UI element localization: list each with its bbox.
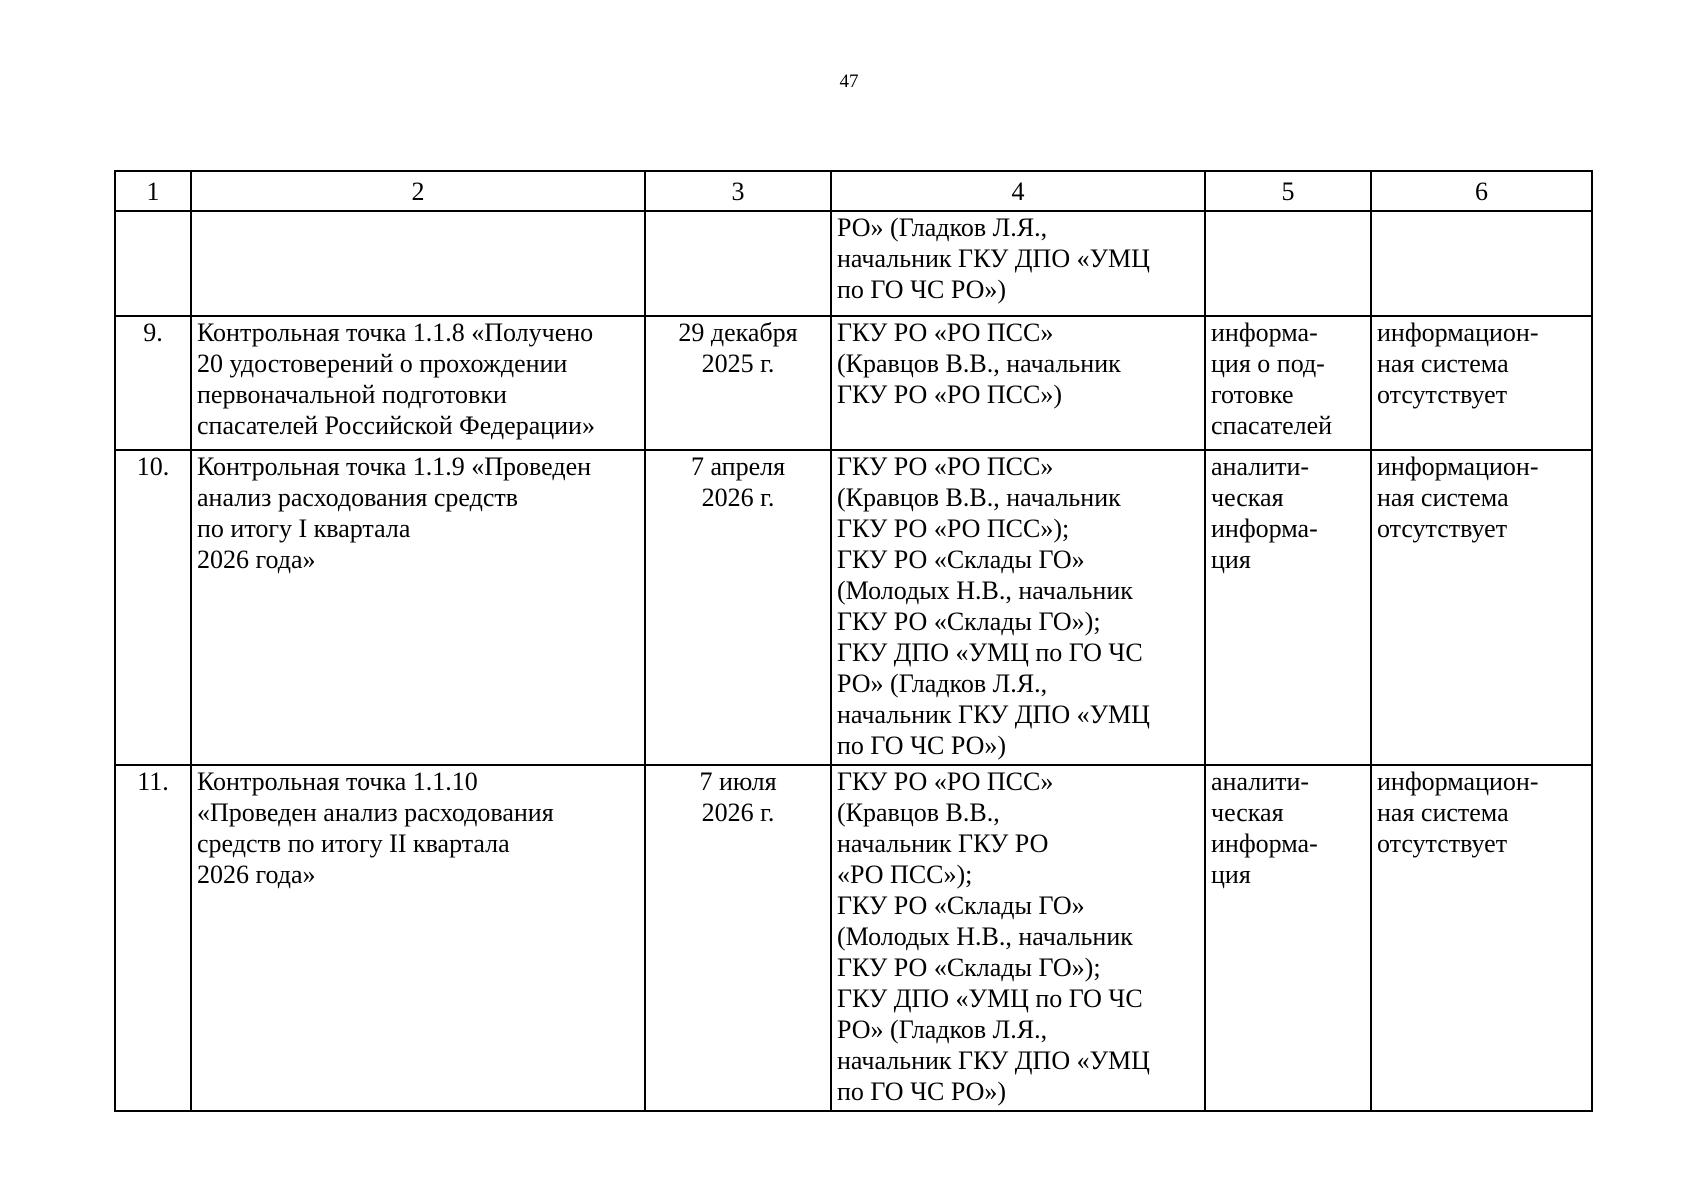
cell-text-line: Контрольная точка 1.1.9 «Проведен [197, 452, 592, 481]
cell-text-line: начальник ГКУ ДПО «УМЦ [837, 1046, 1150, 1075]
plan-table [114, 170, 1593, 1112]
row-number-cell: 9. [115, 316, 191, 450]
cell-text-line: информа- [1211, 318, 1318, 347]
row-number-cell: 11. [115, 765, 191, 1111]
column-number-header: 2 [191, 171, 645, 211]
column-number-row [115, 171, 1592, 211]
column-number-header: 4 [831, 171, 1205, 211]
cell-text-line: ГКУ ДПО «УМЦ по ГО ЧС [837, 984, 1143, 1013]
cell-text-line: отсутствует [1377, 380, 1508, 409]
responsible-cell [831, 316, 1205, 450]
cell-text-line: 20 удостоверений о прохождении [197, 349, 568, 378]
cell-text-line: начальник ГКУ ДПО «УМЦ [837, 244, 1150, 273]
information-system-cell [1371, 316, 1592, 450]
cell-text-line: анализ расходования средств [197, 483, 519, 512]
result-type-cell [1205, 211, 1371, 316]
cell-text-line: РО» (Гладков Л.Я., [837, 213, 1048, 242]
cell-text-line: средств по итогу II квартала [197, 829, 510, 858]
cell-text-line: ная система [1377, 798, 1509, 827]
deadline-cell [645, 765, 831, 1111]
column-number-header: 1 [115, 171, 191, 211]
cell-text-line: ция о под- [1211, 349, 1325, 378]
cell-text-line: ГКУ РО «РО ПСС»); [837, 514, 1070, 543]
cell-text-line: по ГО ЧС РО») [837, 275, 1007, 304]
cell-text-line: 2025 г. [701, 349, 775, 378]
cell-text-line: (Молодых Н.В., начальник [837, 576, 1133, 605]
cell-text-line: начальник ГКУ РО [837, 829, 1049, 858]
cell-text-line: спасателей Российской Федерации» [197, 411, 595, 440]
deadline-cell [645, 316, 831, 450]
event-name-cell [191, 316, 645, 450]
cell-text-line: 7 июля [699, 767, 777, 796]
cell-text-line: 2026 г. [701, 798, 775, 827]
cell-text-line: ГКУ РО «Склады ГО» [837, 545, 1085, 574]
cell-text-line: аналити- [1211, 452, 1310, 481]
cell-text-line: информа- [1211, 514, 1318, 543]
cell-text-line: ческая [1211, 483, 1284, 512]
cell-text-line: ная система [1377, 483, 1509, 512]
row-number-cell [115, 211, 191, 316]
cell-text-line: по ГО ЧС РО») [837, 1077, 1007, 1106]
table-row [115, 316, 1592, 450]
cell-text-line: 2026 г. [701, 483, 775, 512]
cell-text-line: ГКУ РО «РО ПСС») [837, 380, 1062, 409]
cell-text-line: 2026 года» [197, 860, 316, 889]
cell-text-line: «Проведен анализ расходования [197, 798, 554, 827]
cell-text-line: ция [1211, 545, 1251, 574]
result-type-cell [1205, 316, 1371, 450]
information-system-cell [1371, 450, 1592, 765]
cell-text-line: (Кравцов В.В., начальник [837, 349, 1121, 378]
page-number: 47 [839, 71, 859, 92]
cell-text-line: РО» (Гладков Л.Я., [837, 1015, 1048, 1044]
cell-text-line: (Кравцов В.В., [837, 798, 1000, 827]
cell-text-line: по ГО ЧС РО») [837, 731, 1007, 760]
cell-text-line: ГКУ РО «Склады ГО»); [837, 607, 1101, 636]
deadline-cell [645, 211, 831, 316]
cell-text-line: 7 апреля [690, 452, 786, 481]
cell-text-line: ная система [1377, 349, 1509, 378]
table-row [115, 450, 1592, 765]
cell-text-line: РО» (Гладков Л.Я., [837, 669, 1048, 698]
cell-text-line: по итогу I квартала [197, 514, 411, 543]
cell-text-line: 29 декабря [678, 318, 798, 347]
cell-text-line: 2026 года» [197, 545, 316, 574]
cell-text-line: ГКУ РО «Склады ГО»); [837, 953, 1101, 982]
cell-text-line: аналити- [1211, 767, 1310, 796]
deadline-cell [645, 450, 831, 765]
cell-text-line: ГКУ РО «РО ПСС» [837, 318, 1054, 347]
cell-text-line: ческая [1211, 798, 1284, 827]
event-name-cell [191, 765, 645, 1111]
information-system-cell [1371, 765, 1592, 1111]
cell-text-line: информа- [1211, 829, 1318, 858]
responsible-cell [831, 211, 1205, 316]
event-name-cell [191, 211, 645, 316]
cell-text-line: (Кравцов В.В., начальник [837, 483, 1121, 512]
cell-text-line: ГКУ РО «РО ПСС» [837, 452, 1054, 481]
cell-text-line: первоначальной подготовки [197, 380, 507, 409]
information-system-cell [1371, 211, 1592, 316]
cell-text-line: ГКУ ДПО «УМЦ по ГО ЧС [837, 638, 1143, 667]
cell-text-line: (Молодых Н.В., начальник [837, 922, 1133, 951]
responsible-cell [831, 765, 1205, 1111]
result-type-cell [1205, 450, 1371, 765]
event-name-cell [191, 450, 645, 765]
cell-text-line: информацион- [1377, 452, 1539, 481]
cell-text-line: ция [1211, 860, 1251, 889]
cell-text-line: отсутствует [1377, 514, 1508, 543]
cell-text-line: информацион- [1377, 767, 1539, 796]
table-row [115, 211, 1592, 316]
result-type-cell [1205, 765, 1371, 1111]
cell-text-line: информацион- [1377, 318, 1539, 347]
cell-text-line: Контрольная точка 1.1.10 [197, 767, 478, 796]
row-number-cell: 10. [115, 450, 191, 765]
cell-text-line: «РО ПСС»); [837, 860, 973, 889]
column-number-header: 6 [1371, 171, 1592, 211]
cell-text-line: начальник ГКУ ДПО «УМЦ [837, 700, 1150, 729]
column-number-header: 3 [645, 171, 831, 211]
column-number-header: 5 [1205, 171, 1371, 211]
cell-text-line: ГКУ РО «Склады ГО» [837, 891, 1085, 920]
cell-text-line: отсутствует [1377, 829, 1508, 858]
responsible-cell [831, 450, 1205, 765]
cell-text-line: ГКУ РО «РО ПСС» [837, 767, 1054, 796]
cell-text-line: готовке [1211, 380, 1294, 409]
cell-text-line: спасателей [1211, 411, 1333, 440]
table-row [115, 765, 1592, 1111]
cell-text-line: Контрольная точка 1.1.8 «Получено [197, 318, 594, 347]
